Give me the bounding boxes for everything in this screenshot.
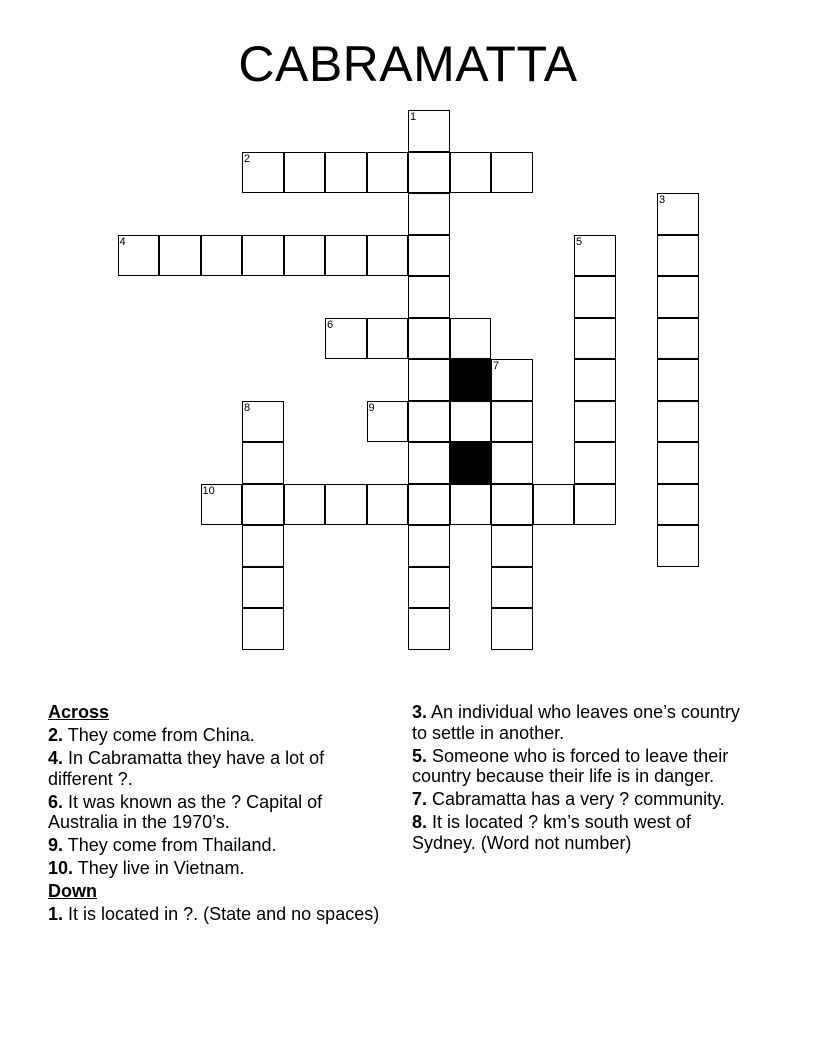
grid-cell[interactable] <box>242 525 284 567</box>
grid-cell[interactable] <box>574 359 616 401</box>
grid-cell[interactable] <box>118 235 160 277</box>
clue-number: 7 <box>493 360 500 372</box>
grid-cell[interactable] <box>657 484 699 526</box>
grid-cell[interactable] <box>574 442 616 484</box>
grid-cell[interactable] <box>367 235 409 277</box>
clue-down-3: 3. An individual who leaves one’s country to settle in another. <box>412 702 740 743</box>
grid-cell[interactable] <box>657 318 699 360</box>
grid-cell[interactable] <box>408 152 450 194</box>
grid-cell[interactable] <box>408 110 450 152</box>
down-heading: Down <box>48 881 97 901</box>
grid-cell[interactable] <box>657 359 699 401</box>
clue-across-9: 9. They come from Thailand. <box>48 835 277 855</box>
grid-cell[interactable] <box>367 484 409 526</box>
grid-cell[interactable] <box>491 442 533 484</box>
grid-cell[interactable] <box>201 484 243 526</box>
clue-number: 5 <box>576 235 583 248</box>
clue-down-1: 1. It is located in ?. (State and no spaces) <box>48 904 380 924</box>
grid-cell[interactable] <box>574 318 616 360</box>
grid-cell[interactable] <box>408 318 450 360</box>
grid-cell[interactable] <box>491 484 533 526</box>
clue-across-10: 10. They live in Vietnam. <box>48 858 245 878</box>
grid-cell[interactable] <box>242 567 284 609</box>
clue-number: 1 <box>410 111 417 123</box>
grid-cell[interactable] <box>657 193 699 235</box>
grid-cell[interactable] <box>491 525 533 567</box>
grid-cell[interactable] <box>408 484 450 526</box>
grid-cell[interactable] <box>408 235 450 277</box>
grid-cell[interactable] <box>284 484 326 526</box>
grid-cell[interactable] <box>491 359 533 401</box>
clue-number: 2 <box>244 152 251 165</box>
grid-cell[interactable] <box>242 442 284 484</box>
grid-cell[interactable] <box>657 276 699 318</box>
grid-cell[interactable] <box>533 484 575 526</box>
clues-column-left <box>48 702 383 927</box>
grid-cell[interactable] <box>367 318 409 360</box>
grid-cell[interactable] <box>574 401 616 443</box>
grid-cell[interactable] <box>367 401 409 443</box>
grid-cell[interactable] <box>242 235 284 277</box>
grid-cell[interactable] <box>450 484 492 526</box>
grid-cell[interactable] <box>408 442 450 484</box>
grid-cell[interactable] <box>325 235 367 277</box>
puzzle-title: CABRAMATTA <box>238 36 578 92</box>
grid-cell[interactable] <box>657 525 699 567</box>
grid-cell[interactable] <box>491 401 533 443</box>
grid-cell[interactable] <box>408 401 450 443</box>
clues-column-right <box>412 702 752 856</box>
grid-cell[interactable] <box>408 193 450 235</box>
clue-across-2: 2. They come from China. <box>48 725 255 745</box>
clue-number: 10 <box>202 484 215 497</box>
grid-cell[interactable] <box>450 318 492 360</box>
grid-cell[interactable] <box>325 484 367 526</box>
clue-down-8: 8. It is located ? km’s south west of Sydney. (Word not number) <box>412 812 691 853</box>
grid-cell[interactable] <box>657 442 699 484</box>
grid-cell[interactable] <box>408 608 450 650</box>
grid-cell[interactable] <box>408 525 450 567</box>
grid-cell[interactable] <box>367 152 409 194</box>
grid-cell[interactable] <box>242 484 284 526</box>
grid-cell[interactable] <box>574 235 616 277</box>
clue-across-4: 4. In Cabramatta they have a lot of different ?. <box>48 748 325 789</box>
grid-cell[interactable] <box>201 235 243 277</box>
clue-across-6: 6. It was known as the ? Capital of Australia in the 1970’s. <box>48 791 323 832</box>
across-heading: Across <box>48 702 110 722</box>
grid-cell[interactable] <box>325 152 367 194</box>
grid-block-cell <box>450 359 492 401</box>
clue-number: 3 <box>659 194 666 206</box>
clue-down-5: 5. Someone who is forced to leave their country because their life is in danger. <box>412 745 729 786</box>
grid-cell[interactable] <box>657 401 699 443</box>
clue-number: 4 <box>119 235 126 248</box>
grid-cell[interactable] <box>574 484 616 526</box>
clue-number: 6 <box>327 318 334 331</box>
grid-cell[interactable] <box>242 401 284 443</box>
grid-cell[interactable] <box>491 608 533 650</box>
grid-cell[interactable] <box>325 318 367 360</box>
grid-cell[interactable] <box>242 608 284 650</box>
grid-cell[interactable] <box>574 276 616 318</box>
grid-cell[interactable] <box>284 152 326 194</box>
clue-number: 8 <box>244 401 251 414</box>
grid-cell[interactable] <box>284 235 326 277</box>
grid-block-cell <box>450 442 492 484</box>
grid-cell[interactable] <box>159 235 201 277</box>
clue-down-7: 7. Cabramatta has a very ? community. <box>412 789 725 809</box>
grid-cell[interactable] <box>450 152 492 194</box>
grid-cell[interactable] <box>657 235 699 277</box>
grid-cell[interactable] <box>450 401 492 443</box>
grid-cell[interactable] <box>408 276 450 318</box>
grid-cell[interactable] <box>242 152 284 194</box>
grid-cell[interactable] <box>408 359 450 401</box>
clue-number: 9 <box>368 401 375 414</box>
grid-cell[interactable] <box>491 567 533 609</box>
grid-cell[interactable] <box>491 152 533 194</box>
grid-cell[interactable] <box>408 567 450 609</box>
